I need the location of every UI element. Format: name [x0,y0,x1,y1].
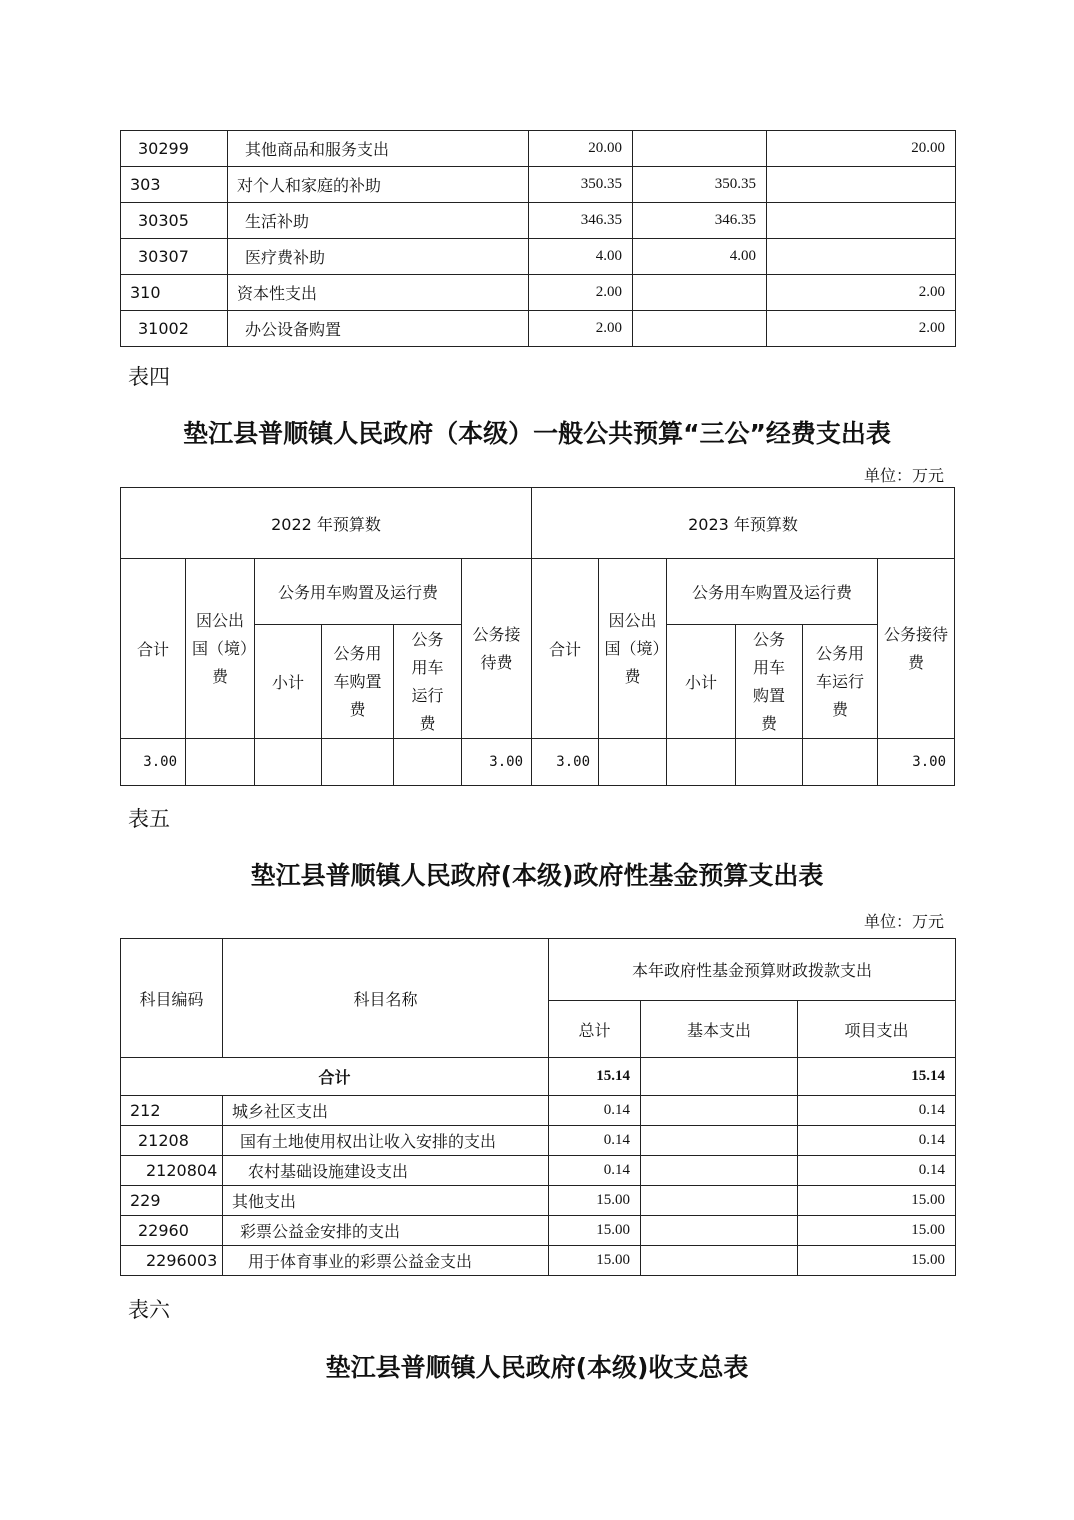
subject-code: 30299 [121,131,228,167]
subject-name: 彩票公益金安排的支出 [223,1216,549,1246]
basic-value: 346.35 [633,203,767,239]
budget-table-continued [120,130,956,347]
table4-label: 表四 [128,365,170,389]
subject-code: 31002 [121,311,228,347]
subject-code: 2120804 [121,1156,223,1186]
vehicle-purchase-value [736,739,803,786]
total-value: 346.35 [529,203,633,239]
reception-value: 3.00 [462,739,532,786]
subtotal-header: 小计 [667,625,736,739]
project-value: 15.14 [798,1058,956,1096]
subject-code: 303 [121,167,228,203]
table6-label: 表六 [128,1298,170,1322]
table-row [121,1096,956,1126]
basic-value [641,1096,798,1126]
table-row [121,311,956,347]
reception-header: 公务接待费 [878,559,955,739]
table-row [121,275,956,311]
government-fund-table [120,938,956,1276]
subject-code: 212 [121,1096,223,1126]
total-value: 15.00 [549,1216,641,1246]
total-value: 15.00 [549,1186,641,1216]
total-value: 15.00 [549,1246,641,1276]
table-row [121,1246,956,1276]
basic-value: 350.35 [633,167,767,203]
subject-name: 医疗费补助 [228,239,529,275]
total-header: 合计 [121,559,186,739]
vehicle-run-header: 公务用车运行费 [803,625,878,739]
basic-value [641,1058,798,1096]
abroad-value [599,739,667,786]
subject-name: 用于体育事业的彩票公益金支出 [223,1246,549,1276]
total-value: 20.00 [529,131,633,167]
basic-value [641,1156,798,1186]
total-value: 3.00 [532,739,599,786]
table-row [121,167,956,203]
vehicle-group-header: 公务用车购置及运行费 [667,559,878,625]
project-value [767,167,956,203]
code-header: 科目编码 [121,939,223,1058]
subject-name: 生活补助 [228,203,529,239]
subject-name: 资本性支出 [228,275,529,311]
subject-name: 办公设备购置 [228,311,529,347]
fund-group-header: 本年政府性基金预算财政拨款支出 [549,939,956,1001]
table-row [121,1126,956,1156]
basic-value [641,1186,798,1216]
total-value: 3.00 [121,739,186,786]
total-value: 2.00 [529,311,633,347]
basic-value [633,311,767,347]
basic-value: 4.00 [633,239,767,275]
reception-header: 公务接待费 [462,559,532,739]
subject-name: 其他商品和服务支出 [228,131,529,167]
basic-value [633,131,767,167]
basic-value [641,1246,798,1276]
total-value: 0.14 [549,1126,641,1156]
vehicle-purchase-header: 公务用车购置费 [736,625,803,739]
project-value: 15.00 [798,1246,956,1276]
subtotal-value [255,739,322,786]
subject-code: 30307 [121,239,228,275]
table-row [121,131,956,167]
table4-title: 垫江县普顺镇人民政府（本级）一般公共预算“三公”经费支出表 [183,419,891,448]
table-row [121,203,956,239]
project-value [767,239,956,275]
table-row [121,239,956,275]
vehicle-group-header: 公务用车购置及运行费 [255,559,462,625]
total-value: 350.35 [529,167,633,203]
abroad-value [186,739,255,786]
subject-code: 310 [121,275,228,311]
name-header: 科目名称 [223,939,549,1058]
sum-label: 合计 [121,1058,549,1096]
subject-code: 21208 [121,1126,223,1156]
table-row [121,739,955,786]
project-value [767,203,956,239]
vehicle-run-value [803,739,878,786]
project-header: 项目支出 [798,1001,956,1058]
table6-title: 垫江县普顺镇人民政府(本级)收支总表 [325,1353,749,1382]
total-value: 0.14 [549,1156,641,1186]
project-value: 2.00 [767,275,956,311]
basic-value [633,275,767,311]
project-value: 20.00 [767,131,956,167]
subject-name: 农村基础设施建设支出 [223,1156,549,1186]
table-row [121,1156,956,1186]
total-value: 0.14 [549,1096,641,1126]
table5-label: 表五 [128,807,170,831]
subject-name: 城乡社区支出 [223,1096,549,1126]
subtotal-value [667,739,736,786]
table5-unit: 单位：万元 [863,912,944,931]
subject-code: 229 [121,1186,223,1216]
year-2023-header: 2023 年预算数 [532,488,955,559]
total-header: 合计 [532,559,599,739]
reception-value: 3.00 [878,739,955,786]
basic-header: 基本支出 [641,1001,798,1058]
subject-code: 22960 [121,1216,223,1246]
table-row [121,1186,956,1216]
project-value: 0.14 [798,1126,956,1156]
total-value: 15.14 [549,1058,641,1096]
vehicle-run-header: 公务用车运行费 [394,625,462,739]
subject-name: 其他支出 [223,1186,549,1216]
project-value: 0.14 [798,1096,956,1126]
subject-name: 国有土地使用权出让收入安排的支出 [223,1126,549,1156]
project-value: 15.00 [798,1186,956,1216]
subject-name: 对个人和家庭的补助 [228,167,529,203]
year-2022-header: 2022 年预算数 [121,488,532,559]
abroad-header: 因公出国（境）费 [599,559,667,739]
three-public-expenses-table [120,487,955,786]
project-value: 0.14 [798,1156,956,1186]
vehicle-purchase-value [322,739,394,786]
vehicle-purchase-header: 公务用车购置费 [322,625,394,739]
subtotal-header: 小计 [255,625,322,739]
total-header: 总计 [549,1001,641,1058]
table-row [121,1216,956,1246]
subject-code: 2296003 [121,1246,223,1276]
abroad-header: 因公出国（境）费 [186,559,255,739]
total-value: 4.00 [529,239,633,275]
total-value: 2.00 [529,275,633,311]
basic-value [641,1126,798,1156]
subject-code: 30305 [121,203,228,239]
table5-title: 垫江县普顺镇人民政府(本级)政府性基金预算支出表 [250,861,824,890]
basic-value [641,1216,798,1246]
table4-unit: 单位：万元 [863,466,944,485]
project-value: 15.00 [798,1216,956,1246]
vehicle-run-value [394,739,462,786]
sum-row [121,1058,956,1096]
project-value: 2.00 [767,311,956,347]
